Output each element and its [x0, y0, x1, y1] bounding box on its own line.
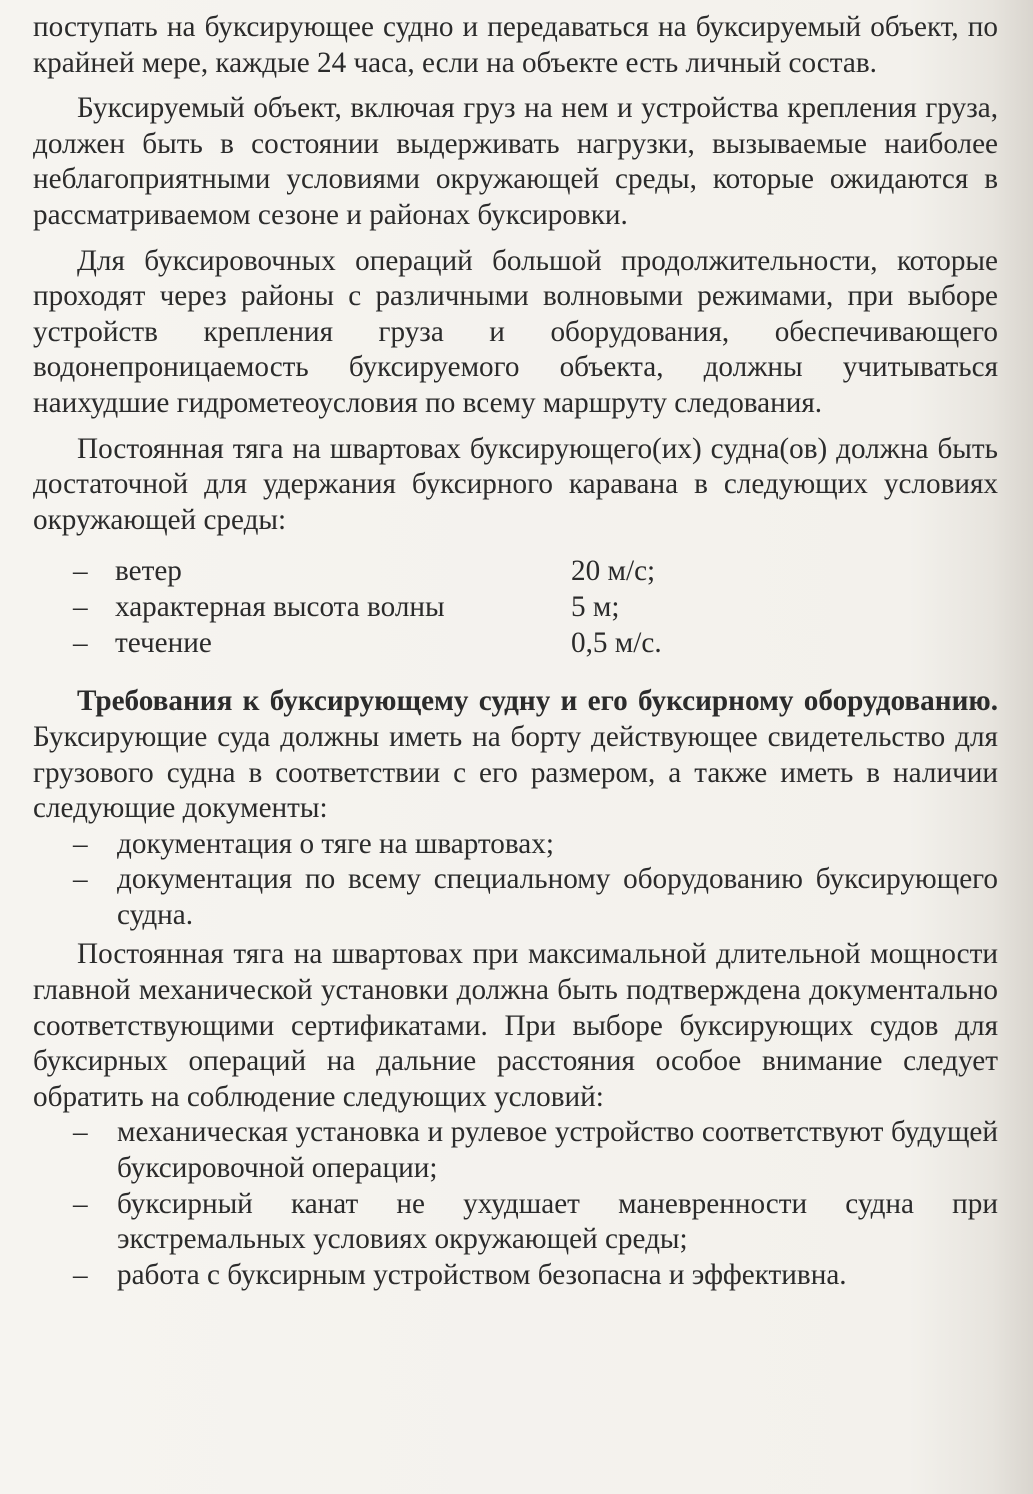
list-item-text: механическая установка и рулевое устройство соответствуют будущей буксировочной операции;	[117, 1116, 998, 1185]
dash-marker: –	[73, 591, 88, 624]
paragraph-continuation: поступать на буксирующее судно и передаваться на буксируемый объект, по крайней мере, каждые 24 часа, если на объекте есть личный состав.	[33, 11, 998, 79]
list-item-text: работа с буксирным устройством безопасна и эффективна.	[117, 1258, 847, 1291]
conditions-list	[33, 554, 998, 662]
page-text	[33, 10, 998, 1293]
condition-name: ветер	[115, 555, 182, 588]
paragraph-certificates: Постоянная тяга на швартовах при максимальной длительной мощности главной механической установки должна быть подтверждена документально соответствующими сертификатами. При выборе буксирующих судов для буксирных операций на дальние расстояния особое внимание следует обратить на соблюдение следующих условий:	[33, 938, 998, 1113]
condition-name: течение	[115, 627, 212, 660]
paragraph-object-loads: Буксируемый объект, включая груз на нем и устройства крепления груза, должен быть в состоянии выдерживать нагрузки, вызываемые наиболее неблагоприятными условиями окружающей среды, которые ожидаются в рассматриваемом сезоне и районах буксировки.	[33, 92, 998, 231]
list-item	[33, 1258, 998, 1294]
list-item	[33, 862, 998, 933]
requirements-text: Буксирующие суда должны иметь на борту действующее свидетельство для грузового судна в соответствии с его размером, а также иметь в наличии следующие документы:	[33, 720, 998, 825]
dash-marker: –	[73, 627, 88, 660]
list-item	[33, 1187, 998, 1258]
documents-list	[33, 827, 998, 934]
list-item-text: документация о тяге на швартовах;	[117, 827, 554, 860]
condition-row	[33, 590, 998, 626]
dash-marker: –	[73, 863, 88, 896]
list-item	[33, 827, 998, 863]
list-item-text: документация по всему специальному оборудованию буксирующего судна.	[117, 863, 998, 931]
list-item	[33, 1115, 998, 1186]
dash-marker: –	[73, 555, 88, 588]
condition-row	[33, 554, 998, 590]
dash-marker: –	[73, 827, 88, 860]
section-heading: Требования к буксирующему судну и его буксирному оборудованию.	[77, 685, 998, 718]
condition-value: 0,5 м/с.	[571, 627, 662, 660]
paragraph-bollard-pull: Постоянная тяга на швартовах буксирующего(их) судна(ов) должна быть достаточной для удержания буксирного каравана в следующих условиях окружающей среды:	[33, 432, 998, 536]
dash-marker: –	[73, 1187, 88, 1220]
paragraph-long-operations: Для буксировочных операций большой продолжительности, которые проходят через районы с различными волновыми режимами, при выборе устройств крепления груза и оборудования, обеспечивающего водонепроницаемость буксируемого объекта, должны учитываться наихудшие гидрометеоусловия по всему маршруту следования.	[33, 244, 998, 419]
dash-marker: –	[73, 1258, 88, 1291]
paragraph-requirements	[33, 684, 998, 826]
list-item-text: буксирный канат не ухудшает маневренности судна при экстремальных условиях окружающей среды;	[117, 1187, 998, 1256]
dash-marker: –	[73, 1116, 88, 1149]
condition-row	[33, 626, 998, 662]
conditions-requirements-list	[33, 1115, 998, 1293]
condition-value: 5 м;	[571, 591, 620, 624]
condition-value: 20 м/с;	[571, 555, 656, 588]
condition-name: характерная высота волны	[115, 591, 445, 624]
